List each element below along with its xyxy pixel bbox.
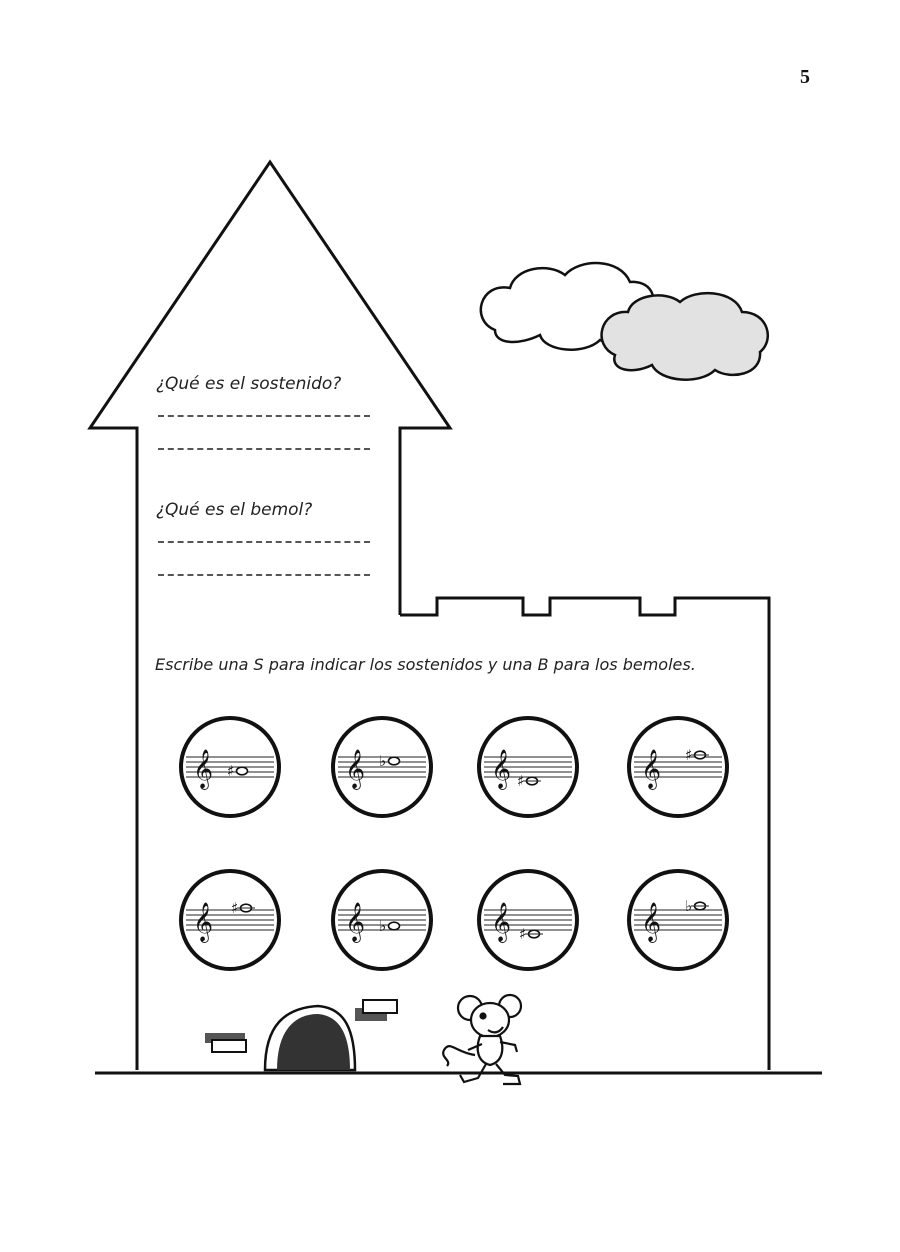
exercise-circle[interactable] bbox=[629, 718, 727, 816]
answer-line-flat-2[interactable] bbox=[158, 574, 370, 576]
sharp-icon: ♯ bbox=[231, 899, 239, 917]
treble-clef-icon: 𝄞 bbox=[345, 902, 366, 942]
exercise-circle[interactable] bbox=[479, 871, 577, 969]
exercise-circle[interactable] bbox=[181, 718, 279, 816]
exercise-circle[interactable] bbox=[181, 871, 279, 969]
treble-clef-icon: 𝄞 bbox=[193, 749, 214, 789]
flat-icon: ♭ bbox=[685, 897, 693, 915]
sharp-icon: ♯ bbox=[519, 925, 527, 943]
whole-note-icon bbox=[237, 767, 248, 775]
whole-note-icon bbox=[389, 922, 400, 930]
brick-icon bbox=[205, 1033, 246, 1052]
answer-line-sharp-2[interactable] bbox=[158, 448, 370, 450]
sharp-icon: ♯ bbox=[227, 762, 235, 780]
sharp-icon: ♯ bbox=[685, 746, 693, 764]
brick-icon bbox=[355, 1000, 397, 1021]
flat-icon: ♭ bbox=[379, 917, 387, 935]
mouse-character-icon bbox=[443, 995, 521, 1084]
treble-clef-icon: 𝄞 bbox=[193, 902, 214, 942]
answer-line-sharp-1[interactable] bbox=[158, 415, 370, 417]
question-flat: ¿Qué es el bemol? bbox=[156, 500, 313, 520]
exercise-circle[interactable] bbox=[479, 718, 577, 816]
treble-clef-icon: 𝄞 bbox=[491, 902, 512, 942]
page-number: 5 bbox=[800, 66, 810, 88]
sharp-icon: ♯ bbox=[517, 772, 525, 790]
exercise-circle[interactable] bbox=[333, 718, 431, 816]
treble-clef-icon: 𝄞 bbox=[345, 749, 366, 789]
whole-note-icon bbox=[389, 757, 400, 765]
exercise-circle[interactable] bbox=[629, 871, 727, 969]
flat-icon: ♭ bbox=[379, 752, 387, 770]
treble-clef-icon: 𝄞 bbox=[641, 749, 662, 789]
treble-clef-icon: 𝄞 bbox=[491, 749, 512, 789]
question-sharp: ¿Qué es el sostenido? bbox=[156, 374, 342, 394]
exercise-grid bbox=[181, 718, 727, 969]
treble-clef-icon: 𝄞 bbox=[641, 902, 662, 942]
exercise-circle[interactable] bbox=[333, 871, 431, 969]
instruction-text: Escribe una S para indicar los sostenidos y una B para los bemoles. bbox=[155, 655, 696, 674]
answer-line-flat-1[interactable] bbox=[158, 541, 370, 543]
